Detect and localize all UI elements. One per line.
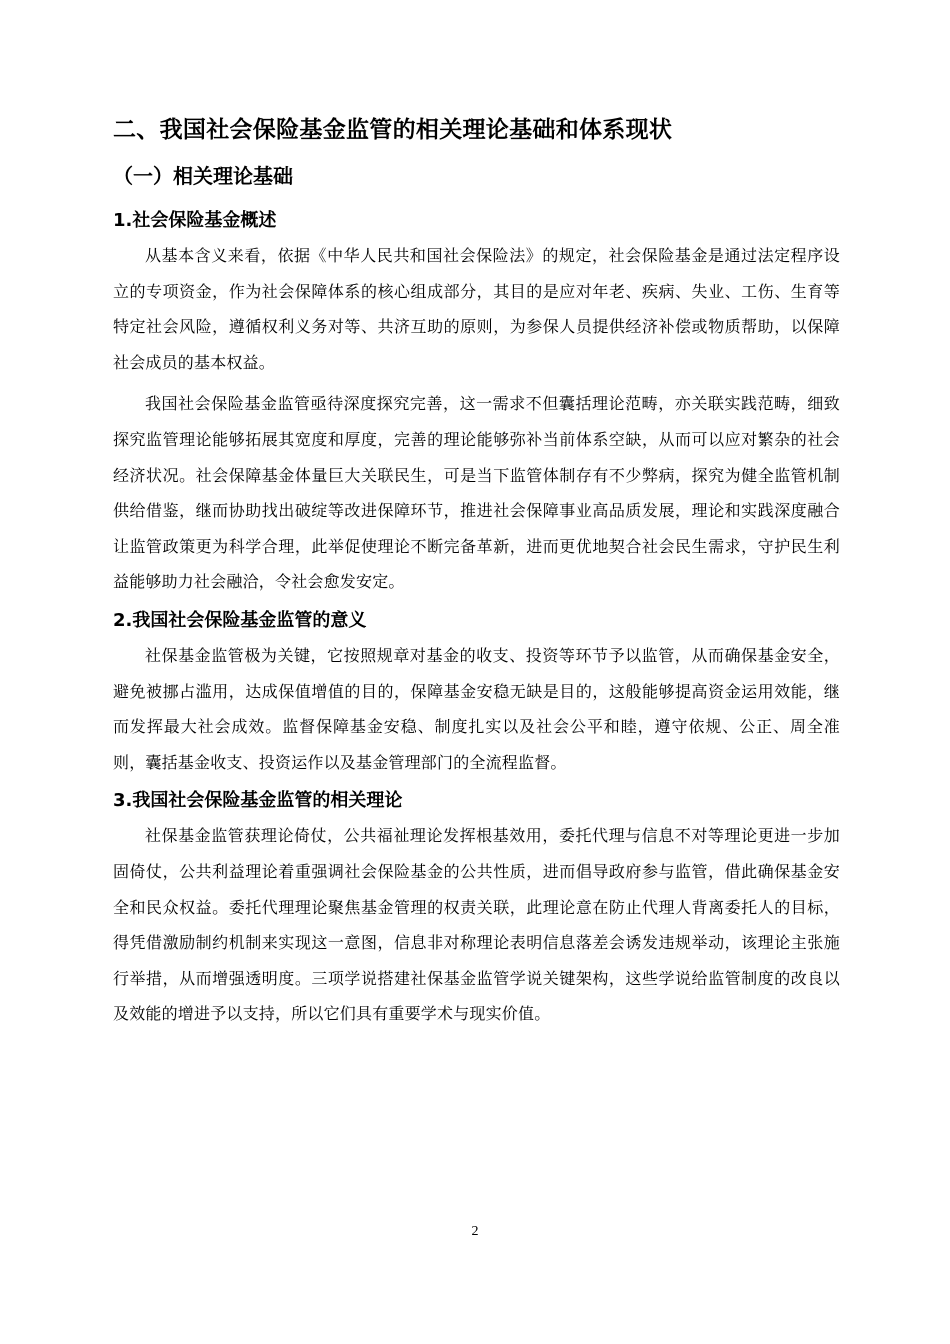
page-number: 2 [471, 1224, 479, 1239]
subsection-title-3: 3.我国社会保险基金监管的相关理论 [113, 790, 403, 812]
subsection-title-1: 1.社会保险基金概述 [113, 210, 277, 231]
paragraph: 社保基金监管获理论倚仗，公共福祉理论发挥根基效用，委托代理与信息不对等理论更进一步加固倚仗，公共利益理论着重强调社会保险基金的公共性质，进而倡导政府参与监管，借此确保基金安全和民众权益。委托代理理论聚焦基金管理的权责关联，此理论意在防止代理人背离委托人的目标，得凭借激励制约机制来实现这一意图，信息非对称理论表明信息落差会诱发违规举动，该理论主张施行举措，从而增强透明度。三项学说搭建社保基金监管学说关键架构，这些学说给监管制度的改良以及效能的增进予以支持，所以它们具有重要学术与现实价值。 [113, 826, 840, 1024]
paragraph: 我国社会保险基金监管亟待深度探究完善，这一需求不但囊括理论范畴，亦关联实践范畴，细致探究监管理论能够拓展其宽度和厚度，完善的理论能够弥补当前体系空缺，从而可以应对繁杂的社会经济状况。社会保障基金体量巨大关联民生，可是当下监管体制存有不少弊病，探究为健全监管机制供给借鉴，继而协助找出破绽等改进保障环节，推进社会保障事业高品质发展，理论和实践深度融合让监管政策更为科学合理，此举促使理论不断完备革新，进而更优地契合社会民生需求，守护民生利益能够助力社会融洽，令社会愈发安定。 [113, 394, 840, 592]
chapter-title: 二、我国社会保险基金监管的相关理论基础和体系现状 [113, 117, 673, 143]
subsection-title-2: 2.我国社会保险基金监管的意义 [113, 609, 367, 631]
section-title: （一）相关理论基础 [113, 164, 293, 188]
document-page [113, 112, 840, 1038]
paragraph: 社保基金监管极为关键，它按照规章对基金的收支、投资等环节予以监管，从而确保基金安全，避免被挪占滥用，达成保值增值的目的，保障基金安稳无缺是目的，这般能够提高资金运用效能，继而发挥最大社会成效。监督保障基金安稳、制度扎实以及社会公平和睦，遵守依规、公正、周全准则，囊括基金收支、投资运作以及基金管理部门的全流程监督。 [113, 645, 840, 772]
paragraph: 从基本含义来看，依据《中华人民共和国社会保险法》的规定，社会保险基金是通过法定程序设立的专项资金，作为社会保障体系的核心组成部分，其目的是应对年老、疾病、失业、工伤、生育等特定社会风险，遵循权利义务对等、共济互助的原则，为参保人员提供经济补偿或物质帮助，以保障社会成员的基本权益。 [113, 246, 840, 372]
